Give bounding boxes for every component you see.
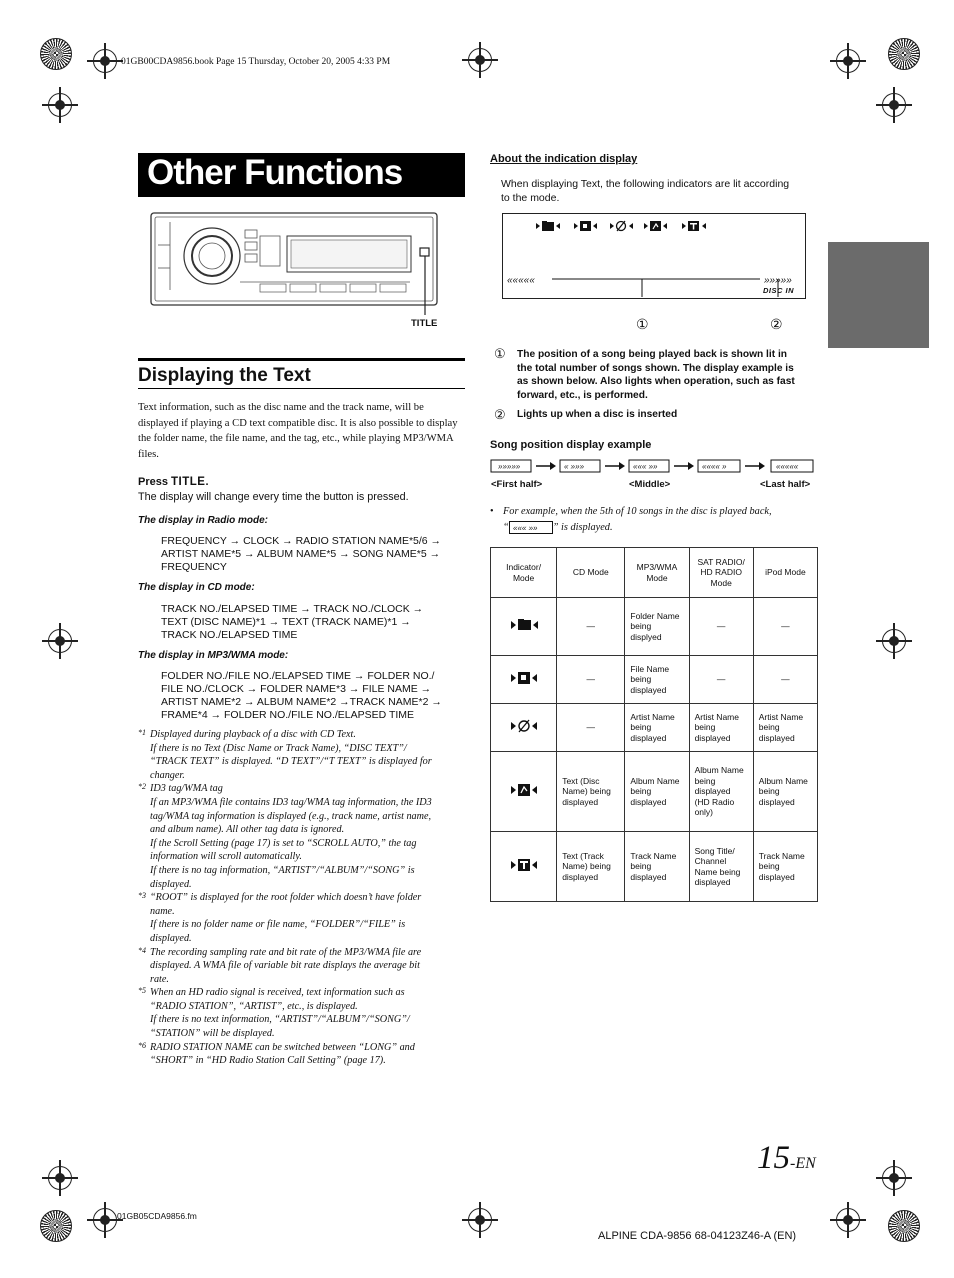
file-indicator-icon [491, 656, 557, 704]
crosshair-mark [876, 623, 912, 659]
table-header: Indicator/ Mode [491, 548, 557, 598]
intro-paragraph: Text information, such as the disc name and the track name, will be displayed if playing a CD text compatible disc. It is also possible to display the folder name, the file name, and the tag, etc., while playing MP3/WMA files. [138, 402, 458, 460]
last-half-label: <Last half> [760, 479, 811, 490]
table-header: CD Mode [557, 548, 625, 598]
crosshair-mark [42, 87, 78, 123]
svg-text:««« »»: ««« »» [633, 462, 658, 471]
footnote-2: *2 ID3 tag/WMA tag If an MP3/WMA file contains ID3 tag/WMA tag information, the ID3 tag/WMA tag information is displayed (e.g., track name, artist name, and album name). All other tag data is ignored. If the Scroll Setting (page 17) is set to “SCROLL AUTO,” the tag information will scroll automatically. If there is no tag information, “ARTIST”/“ALBUM”/“SONG” is displayed. [138, 782, 432, 890]
registration-star-bottom-right [888, 1210, 920, 1242]
callout-1-number: ① [494, 346, 506, 361]
chapter-tab [828, 242, 929, 348]
section-title: Displaying the Text [138, 358, 465, 393]
footnote-5: *5 When an HD radio signal is received, text information such as “RADIO STATION”, “ARTIST”, etc., is displayed. If there is no text information, “ARTIST”/“ALBUM”/“SONG”/ “STATION” will be displayed. [138, 986, 410, 1040]
middle-label: <Middle> [629, 479, 671, 490]
crosshair-mark [876, 1160, 912, 1196]
title-key: TITLE [171, 476, 206, 488]
track-indicator-icon [491, 832, 557, 902]
crosshair-mark [42, 1160, 78, 1196]
disc-in-indicator: DISC IN [763, 286, 795, 295]
table-row: — Artist Name being displayed Artist Name being displayed Artist Name being displayed [491, 704, 818, 752]
svg-text:« »»»: « »»» [564, 462, 585, 471]
callout-2-number: ② [494, 407, 506, 422]
crosshair-mark [42, 623, 78, 659]
section-underline [138, 388, 465, 389]
cd-mode-heading: The display in CD mode: [138, 582, 255, 593]
registration-star-bottom-left [40, 1210, 72, 1242]
press-instruction: Press TITLE. [138, 476, 209, 488]
callout-2-description: ② Lights up when a disc is inserted [494, 407, 678, 422]
table-row: Text (Track Name) being displayed Track Name being displayed Song Title/ Channel Name being displayed Track Name being displayed [491, 832, 818, 902]
head-unit-illustration [150, 210, 440, 330]
radio-mode-heading: The display in Radio mode: [138, 515, 269, 526]
song-position-heading: Song position display example [490, 439, 652, 451]
svg-text:»»»»»: »»»»» [498, 462, 521, 471]
crosshair-mark [87, 43, 123, 79]
title-button-label: TITLE [411, 318, 438, 329]
cd-sequence: TRACK NO./ELAPSED TIME → TRACK NO./CLOCK → TEXT (DISC NAME)*1 → TEXT (TRACK NAME)*1 → TRACK NO./ELAPSED TIME [161, 603, 424, 641]
footnote-6: *6 RADIO STATION NAME can be switched between “LONG” and “SHORT” in “HD Radio Station Call Setting” (page 17). [138, 1040, 415, 1067]
svg-text:«««««: ««««« [776, 462, 799, 471]
table-header: iPod Mode [753, 548, 817, 598]
svg-text:«««««: ««««« [507, 275, 535, 286]
callout-1-description: ① The position of a song being played back is shown lit in the total number of songs shown. The display example is as shown below. Also lights when operation, such as fast forward, etc., is performed. [494, 346, 795, 401]
mp3-mode-heading: The display in MP3/WMA mode: [138, 650, 289, 661]
press-note: The display will change every time the button is pressed. [138, 491, 409, 503]
page-title: Other Functions [138, 153, 465, 197]
folder-indicator-icon [491, 598, 557, 656]
svg-text:«««« »: «««« » [702, 462, 727, 471]
page-number: 15-EN [757, 1140, 816, 1176]
table-header: SAT RADIO/ HD RADIO Mode [689, 548, 753, 598]
table-row: — Folder Name being displyed — — [491, 598, 818, 656]
footnote-4: *4 The recording sampling rate and bit rate of the MP3/WMA file are displayed. A WMA file of variable bit rate displays the average bit rate. [138, 945, 422, 985]
footnotes [138, 728, 468, 1068]
crosshair-mark [462, 42, 498, 78]
example-note: • For example, when the 5th of 10 songs in the disc is played back, “ ««« »» ” is displayed. [490, 506, 772, 533]
display-indicators [502, 213, 804, 297]
footer-model: ALPINE CDA-9856 68-04123Z46-A (EN) [598, 1230, 797, 1242]
indication-heading: About the indication display [490, 153, 638, 165]
file-info-header: 01GB00CDA9856.book Page 15 Thursday, October 20, 2005 4:33 PM [121, 57, 391, 67]
footnote-1: *1 Displayed during playback of a disc with CD Text. If there is no Text (Disc Name or Track Name), “DISC TEXT”/ “TRACK TEXT” is displayed. “D TEXT”/“T TEXT” is displayed for changer. [138, 728, 432, 781]
radio-sequence: FREQUENCY → CLOCK → RADIO STATION NAME*5/6 → ARTIST NAME*5 → ALBUM NAME*5 → SONG NAME*5 → FREQUENCY [161, 535, 442, 573]
callout-2-marker: ② [770, 316, 783, 332]
song-position-sample-box [509, 521, 553, 534]
mp3-sequence: FOLDER NO./FILE NO./ELAPSED TIME → FOLDER NO./ FILE NO./CLOCK → FOLDER NAME*3 → FILE NAME → ARTIST NAME*2 → ALBUM NAME*2 →TRACK NAME*2 → FRAME*4 → FOLDER NO./FILE NO./ELAPSED TIME [161, 670, 442, 721]
table-header-row [491, 548, 818, 598]
table-row: Text (Disc Name) being displayed Album Name being displayed Album Name being displayed (HD Radio only) Album Name being displayed [491, 752, 818, 832]
registration-star-top-left [40, 38, 72, 70]
album-indicator-icon [491, 752, 557, 832]
first-half-label: <First half> [491, 479, 543, 490]
footnote-3: *3 “ROOT” is displayed for the root folder which doesn’t have folder name. If there is no folder name or file name, “FOLDER”/“FILE” is displayed. [138, 891, 422, 944]
svg-text:»»»»»: »»»»» [764, 275, 792, 286]
table-header: MP3/WMA Mode [625, 548, 689, 598]
indication-text: When displaying Text, the following indicators are lit according to the mode. [501, 178, 790, 204]
callout-1-marker: ① [636, 316, 649, 332]
crosshair-mark [462, 1202, 498, 1238]
registration-star-top-right [888, 38, 920, 70]
footer-file-name: 01GB05CDA9856.fm [117, 1211, 197, 1221]
song-position-example [490, 457, 818, 477]
indicator-mode-table [490, 547, 818, 902]
crosshair-mark [830, 43, 866, 79]
artist-indicator-icon [491, 704, 557, 752]
crosshair-mark [876, 87, 912, 123]
table-row: — File Name being displayed — — [491, 656, 818, 704]
svg-text:««« »»: ««« »» [512, 523, 538, 533]
crosshair-mark [830, 1202, 866, 1238]
